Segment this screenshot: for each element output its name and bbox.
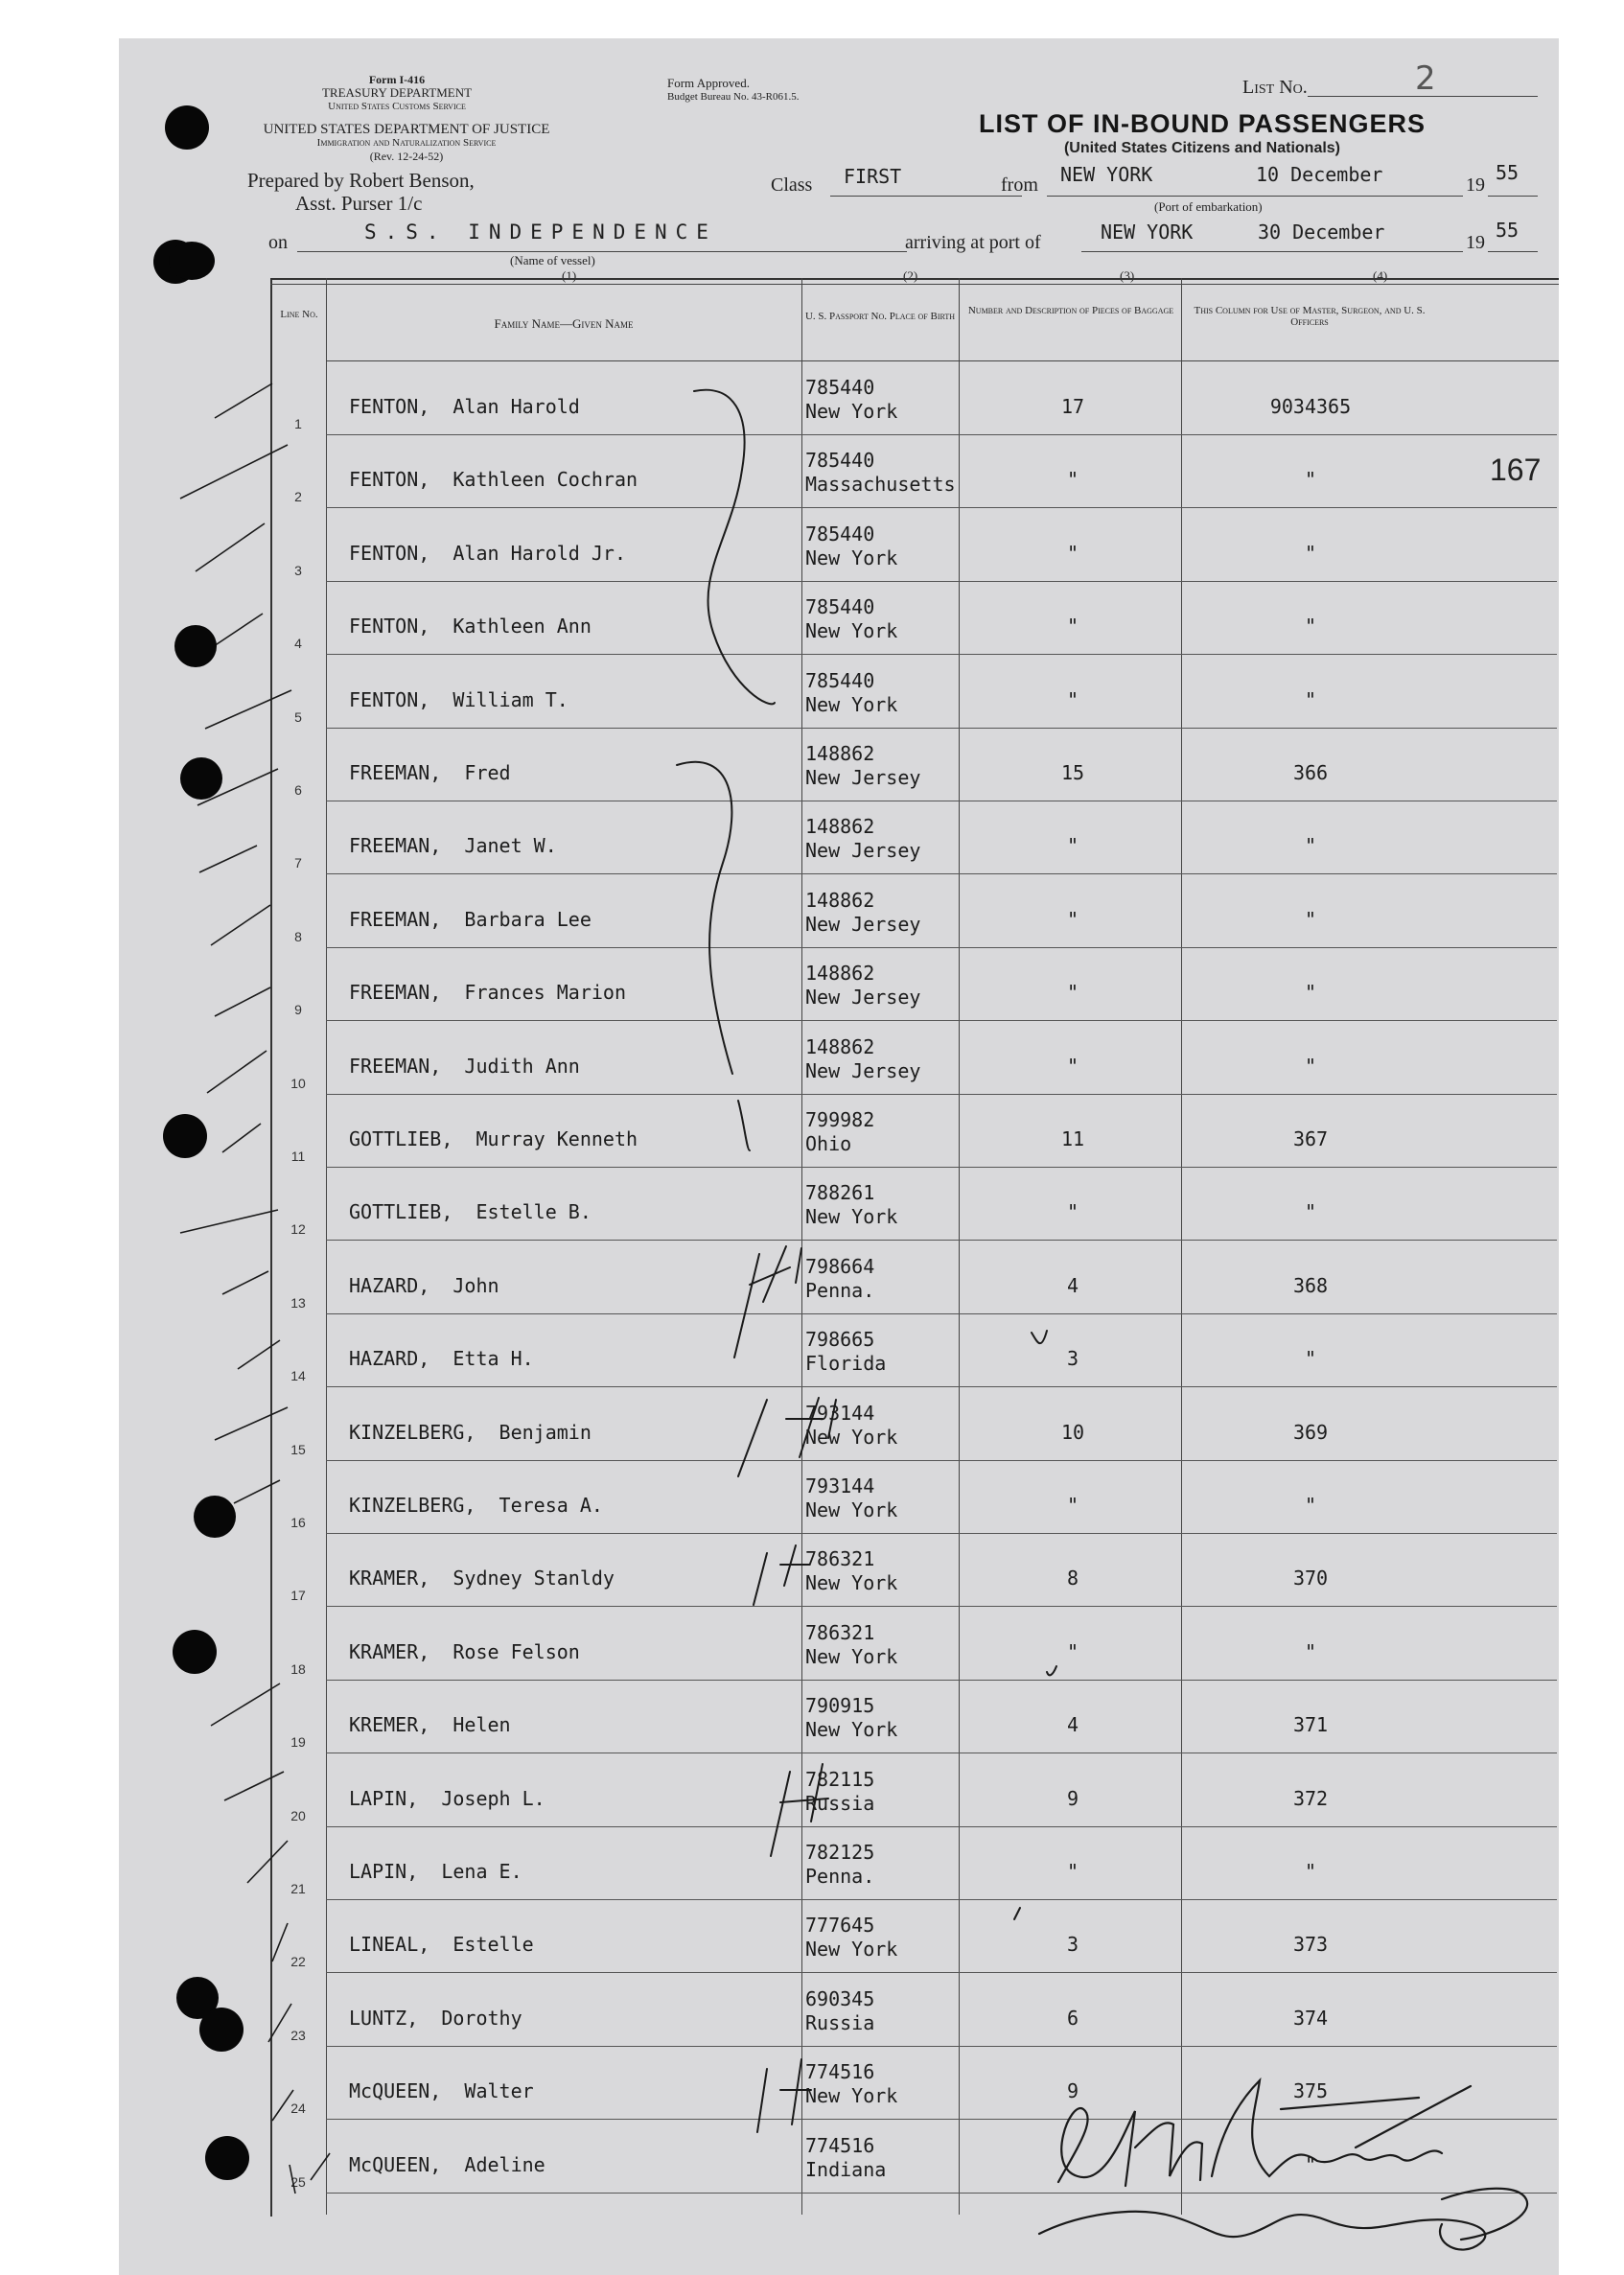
from-year-prefix: 19 [1466, 174, 1485, 196]
baggage-count: 11 [1060, 1127, 1085, 1150]
class-value: FIRST [844, 165, 902, 188]
justice-dept: UNITED STATES DEPARTMENT OF JUSTICE [263, 122, 550, 137]
baggage-count: " [1066, 1494, 1079, 1517]
passport-number: 782115 [805, 1767, 875, 1791]
line-number: 7 [294, 855, 302, 871]
row-annotation: 167 [1490, 453, 1542, 488]
line-number: 9 [294, 1002, 302, 1018]
budget-bureau: Budget Bureau No. 43-R061.5. [667, 91, 800, 103]
passenger-name: FENTON, William T. [349, 687, 568, 711]
passenger-name: FENTON, Alan Harold [349, 395, 580, 418]
passenger-name: LUNTZ, Dorothy [349, 2006, 522, 2030]
passenger-name: McQUEEN, Walter [349, 2079, 534, 2103]
binder-hole [174, 625, 217, 667]
officer-number: " [1304, 1860, 1317, 1883]
passport-number: 148862 [805, 1034, 875, 1058]
place-of-birth: New York [805, 1938, 898, 1962]
line-number: 2 [294, 489, 302, 505]
place-of-birth: New York [805, 619, 898, 643]
line-number: 25 [290, 2173, 306, 2190]
passenger-name: FENTON, Kathleen Cochran [349, 468, 638, 492]
baggage-count: " [1066, 1200, 1079, 1224]
line-number: 23 [290, 2027, 306, 2043]
passport-number: 148862 [805, 888, 875, 912]
officer-number: " [1304, 468, 1317, 492]
officer-number: " [1304, 907, 1317, 931]
line-number: 24 [290, 2101, 306, 2117]
baggage-count: " [1066, 615, 1079, 638]
officer-number: " [1304, 541, 1317, 565]
officer-number: " [1304, 687, 1317, 711]
officer-number: 370 [1292, 1567, 1329, 1590]
baggage-count: " [1066, 1054, 1079, 1078]
place-of-birth: Indiana [805, 2157, 887, 2181]
line-number: 20 [290, 1807, 306, 1823]
line-number: 19 [290, 1734, 306, 1751]
place-of-birth: New York [805, 692, 898, 716]
binder-hole [165, 105, 209, 150]
line-number: 1 [294, 416, 302, 431]
column-number-4: (4) [1373, 268, 1388, 283]
passenger-name: FREEMAN, Fred [349, 761, 511, 784]
baggage-count: 3 [1066, 1933, 1079, 1957]
officer-number: " [1304, 1639, 1317, 1663]
officer-number: " [1304, 1200, 1317, 1224]
form-number: Form I-416 [368, 73, 426, 86]
passport-number: 790915 [805, 1694, 875, 1718]
on-label: on [268, 232, 288, 253]
signature-image [1039, 2080, 1527, 2250]
place-of-birth: New Jersey [805, 839, 921, 863]
passport-number: 785440 [805, 595, 875, 619]
passport-number: 148862 [805, 742, 875, 765]
place-of-birth: New Jersey [805, 766, 921, 789]
binder-hole [169, 242, 215, 280]
officer-number: " [1304, 2152, 1317, 2176]
from-port: NEW YORK [1060, 163, 1153, 186]
officer-number: " [1304, 981, 1317, 1005]
line-number: 12 [290, 1221, 306, 1238]
officer-number: " [1304, 1054, 1317, 1078]
line-number: 3 [294, 562, 302, 578]
line-number: 13 [290, 1294, 306, 1311]
passenger-name: KINZELBERG, Teresa A. [349, 1494, 603, 1517]
passport-number: 799982 [805, 1108, 875, 1131]
baggage-count: " [1066, 468, 1079, 492]
from-year: 55 [1496, 161, 1520, 184]
place-of-birth: New Jersey [805, 986, 921, 1010]
baggage-count: " [1066, 907, 1079, 931]
binder-hole [205, 2136, 249, 2180]
line-number: 21 [290, 1881, 306, 1896]
customs-service: United States Customs Service [328, 101, 466, 112]
port-of-embarkation-label: (Port of embarkation) [1154, 199, 1263, 214]
arrival-year: 55 [1496, 219, 1520, 242]
officer-number: 372 [1292, 1786, 1329, 1810]
passport-number: 793144 [805, 1401, 875, 1425]
baggage-count: " [1066, 541, 1079, 565]
from-date: 10 December [1256, 163, 1383, 186]
passenger-name: GOTTLIEB, Estelle B. [349, 1200, 592, 1224]
line-number: 16 [290, 1515, 306, 1530]
line-number: 5 [294, 708, 302, 725]
baggage-count: 4 [1066, 1713, 1079, 1737]
passenger-name: HAZARD, Etta H. [349, 1347, 534, 1371]
baggage-count: 3 [1066, 1347, 1079, 1371]
place-of-birth: Penna. [805, 1278, 875, 1302]
passport-number: 785440 [805, 376, 875, 399]
baggage-count: 15 [1060, 761, 1085, 784]
passenger-name: FREEMAN, Janet W. [349, 834, 557, 858]
passenger-name: GOTTLIEB, Murray Kenneth [349, 1127, 638, 1150]
officer-number: 368 [1292, 1273, 1329, 1297]
place-of-birth: New York [805, 546, 898, 569]
place-of-birth: Florida [805, 1352, 887, 1376]
line-number: 4 [294, 636, 302, 652]
passenger-name: FENTON, Kathleen Ann [349, 615, 592, 638]
place-of-birth: New York [805, 1425, 898, 1449]
officer-number: " [1304, 1347, 1317, 1371]
passenger-name: LINEAL, Estelle [349, 1933, 534, 1957]
line-number: 8 [294, 928, 302, 944]
list-no-label: List No. [1242, 77, 1308, 98]
binder-hole [180, 757, 222, 800]
place-of-birth: New Jersey [805, 912, 921, 936]
passport-number: 785440 [805, 449, 875, 473]
handwritten-marks [119, 38, 1559, 2275]
place-of-birth: New York [805, 400, 898, 423]
officer-number: 374 [1292, 2006, 1329, 2030]
place-of-birth: Russia [805, 1791, 875, 1815]
officer-number: 367 [1292, 1127, 1329, 1150]
passport-number: 774516 [805, 2060, 875, 2084]
line-number: 14 [290, 1368, 306, 1384]
passenger-name: FENTON, Alan Harold Jr. [349, 541, 626, 565]
place-of-birth: New York [805, 2084, 898, 2108]
class-label: Class [771, 174, 813, 196]
passport-number: 774516 [805, 2133, 875, 2157]
binder-hole [194, 1496, 236, 1538]
column-number-3: (3) [1120, 268, 1135, 283]
passenger-name: FREEMAN, Judith Ann [349, 1054, 580, 1078]
from-label: from [1001, 174, 1038, 196]
binder-hole [163, 1114, 207, 1158]
immigration-service: Immigration and Naturalization Service [316, 137, 497, 149]
baggage-count: " [1066, 687, 1079, 711]
line-number: 11 [290, 1149, 306, 1164]
passenger-name: KRAMER, Rose Felson [349, 1639, 580, 1663]
baggage-count: 17 [1060, 395, 1085, 418]
officer-number: 9034365 [1269, 395, 1352, 418]
arrival-year-prefix: 19 [1466, 232, 1485, 253]
passport-number: 785440 [805, 668, 875, 692]
col-header-officers: This Column for Use of Master, Surgeon, and U. S. Officers [1194, 305, 1426, 328]
treasury-dept: TREASURY DEPARTMENT [321, 85, 473, 100]
line-number: 15 [290, 1441, 306, 1457]
baggage-count: 10 [1060, 1420, 1085, 1444]
vessel-name: S.S. INDEPENDENCE [364, 221, 717, 244]
place-of-birth: Penna. [805, 1865, 875, 1888]
passport-number: 782125 [805, 1841, 875, 1864]
passport-number: 793144 [805, 1474, 875, 1497]
officer-number: 373 [1292, 1933, 1329, 1957]
form-revision: (Rev. 12-24-52) [369, 150, 444, 163]
passport-number: 777645 [805, 1914, 875, 1938]
passport-number: 786321 [805, 1620, 875, 1644]
baggage-count: 4 [1066, 1273, 1079, 1297]
passenger-name: HAZARD, John [349, 1273, 499, 1297]
column-number-1: (1) [562, 268, 577, 283]
line-number: 18 [290, 1660, 306, 1677]
document-title: LIST OF IN-BOUND PASSENGERS [978, 109, 1427, 138]
place-of-birth: Massachusetts [805, 473, 956, 497]
form-approved-text: Form Approved. [667, 76, 750, 90]
passenger-name: KINZELBERG, Benjamin [349, 1420, 592, 1444]
passenger-name: McQUEEN, Adeline [349, 2152, 545, 2176]
document-page [119, 38, 1559, 2275]
place-of-birth: New York [805, 1644, 898, 1668]
place-of-birth: Ohio [805, 1132, 852, 1155]
baggage-count: " [1066, 834, 1079, 858]
passport-number: 785440 [805, 522, 875, 546]
baggage-count: 9 [1066, 1786, 1079, 1810]
document-subtitle: (United States Citizens and Nationals) [1063, 140, 1341, 156]
passenger-name: KRAMER, Sydney Stanldy [349, 1567, 615, 1590]
officer-number: " [1304, 1494, 1317, 1517]
arrival-port: NEW YORK [1101, 221, 1194, 244]
col-header-name: Family Name—Given Name [494, 316, 634, 331]
col-header-passport: U. S. Passport No. Place of Birth [804, 311, 956, 322]
passport-number: 798664 [805, 1254, 875, 1278]
baggage-count: 9 [1066, 2079, 1079, 2103]
officer-number: " [1304, 834, 1317, 858]
passport-number: 786321 [805, 1547, 875, 1571]
officer-number: " [1304, 615, 1317, 638]
line-number: 10 [290, 1075, 306, 1091]
place-of-birth: New Jersey [805, 1058, 921, 1082]
passport-number: 148862 [805, 815, 875, 839]
list-no-value: 2 [1415, 59, 1436, 98]
passport-number: 148862 [805, 962, 875, 986]
passenger-name: KREMER, Helen [349, 1713, 511, 1737]
passenger-name: LAPIN, Lena E. [349, 1860, 522, 1883]
col-header-line-no: Line No. [280, 309, 318, 320]
officer-number: 375 [1292, 2079, 1329, 2103]
officer-number: 371 [1292, 1713, 1329, 1737]
place-of-birth: New York [805, 1718, 898, 1742]
passport-number: 690345 [805, 1986, 875, 2010]
prepared-by-line-2: Asst. Purser 1/c [295, 192, 423, 215]
arrival-date: 30 December [1258, 221, 1385, 244]
line-number: 17 [290, 1588, 306, 1604]
place-of-birth: New York [805, 1571, 898, 1595]
passenger-name: FREEMAN, Barbara Lee [349, 907, 592, 931]
column-number-2: (2) [903, 268, 918, 283]
officer-number: 369 [1292, 1420, 1329, 1444]
baggage-count: 8 [1066, 1567, 1079, 1590]
line-number: 22 [290, 1954, 306, 1970]
prepared-by-line-1: Prepared by Robert Benson, [247, 169, 475, 192]
vessel-name-label: (Name of vessel) [510, 253, 595, 267]
binder-hole [173, 1630, 217, 1674]
passport-number: 798665 [805, 1328, 875, 1352]
passport-number: 788261 [805, 1181, 875, 1205]
col-header-baggage: Number and Description of Pieces of Baggage [967, 305, 1174, 316]
baggage-count: " [1066, 981, 1079, 1005]
place-of-birth: New York [805, 1498, 898, 1521]
line-number: 6 [294, 782, 302, 798]
officer-number: 366 [1292, 761, 1329, 784]
binder-hole [199, 2008, 244, 2052]
place-of-birth: Russia [805, 2010, 875, 2034]
arriving-label: arriving at port of [905, 232, 1041, 253]
baggage-count: 6 [1066, 2006, 1079, 2030]
baggage-count: " [1066, 1639, 1079, 1663]
passenger-name: FREEMAN, Frances Marion [349, 981, 626, 1005]
baggage-count: " [1066, 1860, 1079, 1883]
place-of-birth: New York [805, 1205, 898, 1229]
passenger-name: LAPIN, Joseph L. [349, 1786, 545, 1810]
